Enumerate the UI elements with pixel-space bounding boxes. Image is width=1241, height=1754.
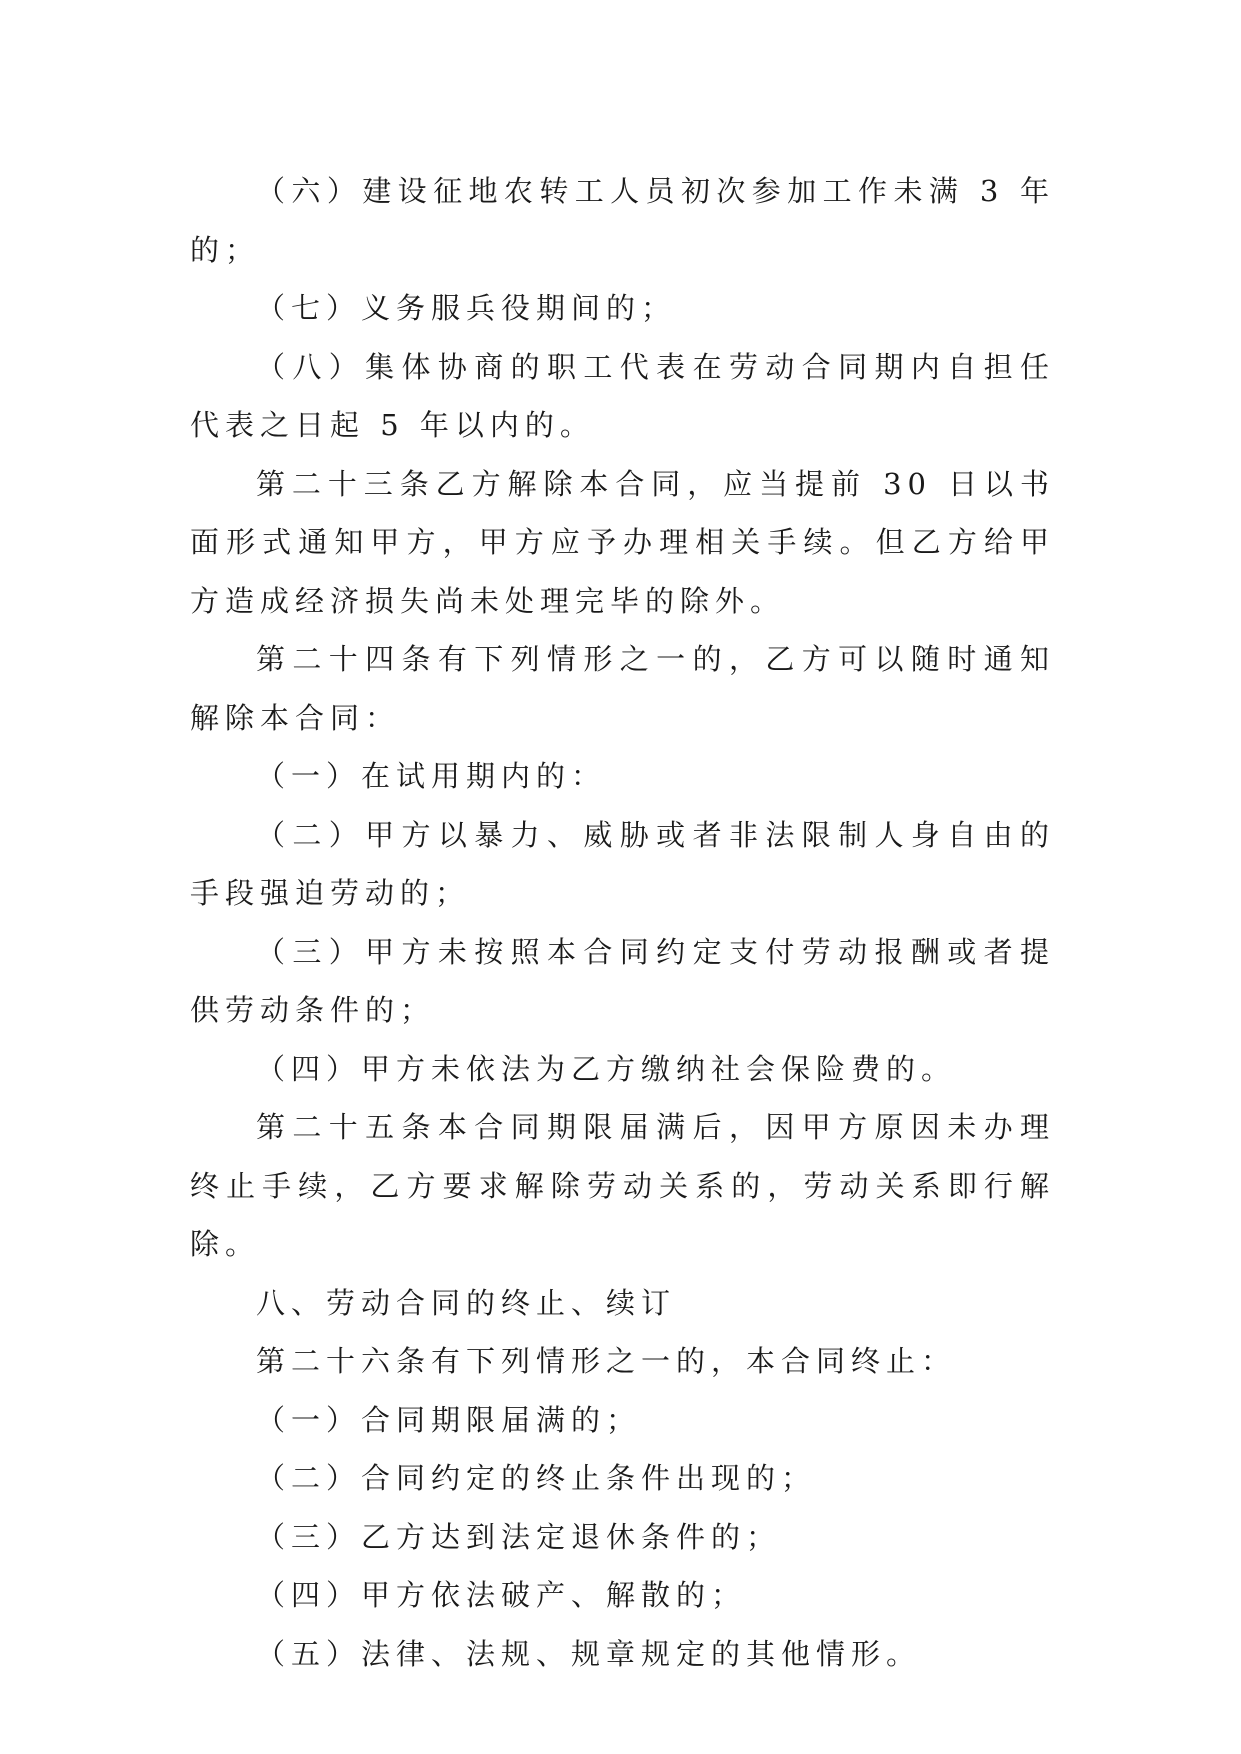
paragraph: （八）集体协商的职工代表在劳动合同期内自担任代表之日起 5 年以内的。	[190, 349, 1055, 442]
paragraph: （六）建设征地农转工人员初次参加工作未满 3 年的；	[190, 174, 1055, 267]
paragraph: 第二十四条有下列情形之一的，乙方可以随时通知解除本合同：	[190, 642, 1055, 735]
paragraph: （四）甲方依法破产、解散的；	[256, 1578, 747, 1612]
paragraph: （一）合同期限届满的；	[256, 1402, 642, 1437]
paragraph: 第二十六条有下列情形之一的，本合同终止：	[256, 1344, 957, 1378]
paragraph: （一）在试用期内的：	[256, 759, 607, 793]
section-heading: 八、劳动合同的终止、续订	[256, 1285, 677, 1320]
paragraph: （七）义务服兵役期间的；	[256, 291, 677, 325]
document-body	[190, 162, 1055, 1683]
paragraph: （二）甲方以暴力、威胁或者非法限制人身自由的手段强迫劳动的；	[190, 817, 1055, 910]
paragraph: （五）法律、法规、规章规定的其他情形。	[256, 1636, 922, 1671]
paragraph: 第二十三条乙方解除本合同，应当提前 30 日以书面形式通知甲方，甲方应予办理相关手续。但乙方给甲方造成经济损失尚未处理完毕的除外。	[190, 466, 1055, 618]
paragraph: 第二十五条本合同期限届满后，因甲方原因未办理终止手续，乙方要求解除劳动关系的，劳动关系即行解除。	[190, 1110, 1055, 1261]
paragraph: （四）甲方未依法为乙方缴纳社会保险费的。	[256, 1051, 957, 1086]
paragraph: （三）甲方未按照本合同约定支付劳动报酬或者提供劳动条件的；	[190, 934, 1055, 1027]
paragraph: （二）合同约定的终止条件出现的；	[256, 1461, 817, 1495]
paragraph: （三）乙方达到法定退休条件的；	[256, 1519, 782, 1554]
